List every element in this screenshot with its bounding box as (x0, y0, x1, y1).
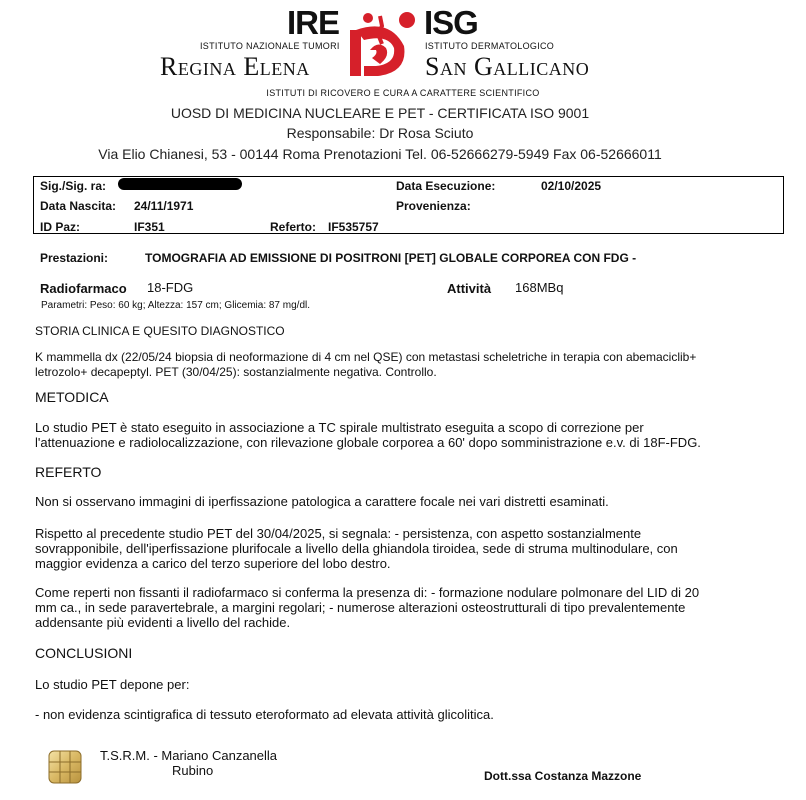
patient-name-label: Sig./Sig. ra: (40, 179, 107, 193)
report-paragraph-1: Non si osservano immagini di iperfissazione patologica a carattere focale nei vari distretti esaminati. (35, 494, 609, 509)
history-line-2: letrozolo+ decapeptyl. PET (30/04/25): sostanzialmente negativa. Controllo. (35, 365, 437, 379)
conclusions-intro: Lo studio PET depone per: (35, 677, 190, 692)
patient-id-value: IF351 (134, 220, 165, 234)
method-line-2: l'attenuazione e radiolocalizzazione, con rilevazione globale corporea a 60' dopo somministrazione e.v. di 18F-FDG. (35, 435, 701, 450)
conclusions-title: CONCLUSIONI (35, 645, 133, 661)
ire-subtitle: ISTITUTO NAZIONALE TUMORI (200, 41, 340, 51)
smartcard-chip-icon (48, 750, 82, 784)
report-paragraph-3-line-1: Come reperti non fissanti il radiofarmaco si conferma la presenza di: - formazione nodulare polmonare del LID di 20 (35, 585, 700, 600)
report-paragraph-2-line-2: sovrapponibile, dell'iperfissazione plurifocale a livello della ghiandola tiroidea, sede di struma multinodulare, con (35, 541, 678, 556)
exec-date-value: 02/10/2025 (541, 179, 602, 193)
exec-date-label: Data Esecuzione: (396, 179, 496, 193)
dob-value: 24/11/1971 (134, 199, 194, 213)
institute-logo-icon (350, 10, 416, 80)
report-id-value: IF535757 (328, 220, 379, 234)
redacted-name (118, 178, 242, 190)
conclusions-item: - non evidenza scintigrafica di tessuto eteroformato ad elevata attività glicolitica. (35, 707, 494, 722)
history-line-1: K mammella dx (22/05/24 biopsia di neoformazione di 4 cm nel QSE) con metastasi scheletriche in terapia con abemaciclib+ (35, 350, 697, 364)
services-label: Prestazioni: (40, 251, 109, 265)
responsible-line: Responsabile: Dr Rosa Sciuto (286, 125, 474, 141)
report-label: Referto: (270, 220, 317, 234)
report-paragraph-2-line-1: Rispetto al precedente studio PET del 30/04/2025, si segnala: - persistenza, con aspetto sostanzialmente (35, 526, 642, 541)
patient-id-label: ID Paz: (40, 220, 81, 234)
doctor-signature: Dott.ssa Costanza Mazzone (484, 769, 642, 783)
tsrm-signature-line-2: Rubino (172, 763, 214, 778)
method-title: METODICA (35, 389, 109, 405)
institutes-line: ISTITUTI DI RICOVERO E CURA A CARATTERE SCIENTIFICO (266, 88, 540, 98)
isg-subtitle: ISTITUTO DERMATOLOGICO (425, 41, 555, 51)
ire-logo-text: IRE (287, 4, 340, 41)
isg-name: San Gallicano (425, 52, 590, 81)
history-title: STORIA CLINICA E QUESITO DIAGNOSTICO (35, 324, 285, 338)
radiopharm-value: 18-FDG (147, 280, 194, 295)
dob-label: Data Nascita: (40, 199, 117, 213)
method-line-1: Lo studio PET è stato eseguito in associazione a TC spirale multistrato eseguita a scopo di correzione per (35, 420, 644, 435)
ire-name: Regina Elena (160, 52, 310, 81)
report-paragraph-2-line-3: maggior evidenza a carico del terzo superiore del lobo destro. (35, 556, 391, 571)
report-paragraph-3-line-3: addensante più evidenti a livello del rachide. (35, 615, 291, 630)
activity-label: Attività (447, 281, 492, 296)
unit-line: UOSD DI MEDICINA NUCLEARE E PET - CERTIFICATA ISO 9001 (170, 105, 590, 121)
origin-label: Provenienza: (396, 199, 471, 213)
report-title: REFERTO (35, 464, 102, 480)
address-line: Via Elio Chianesi, 53 - 00144 Roma Prenotazioni Tel. 06-52666279-5949 Fax 06-52666011 (98, 146, 662, 162)
report-paragraph-3-line-2: mm ca., in sede paravertebrale, a margini regolari; - numerose alterazioni osteostrutturali di tipo prevalentemente (35, 600, 686, 615)
services-value: TOMOGRAFIA AD EMISSIONE DI POSITRONI [PET] GLOBALE CORPOREA CON FDG - (145, 251, 637, 265)
activity-value: 168MBq (515, 280, 564, 295)
tsrm-signature: T.S.R.M. - Mariano Canzanella (100, 748, 278, 763)
radiopharm-label: Radiofarmaco (40, 281, 127, 296)
isg-logo-text: ISG (424, 4, 478, 41)
params-line: Parametri: Peso: 60 kg; Altezza: 157 cm; Glicemia: 87 mg/dl. (41, 300, 311, 311)
